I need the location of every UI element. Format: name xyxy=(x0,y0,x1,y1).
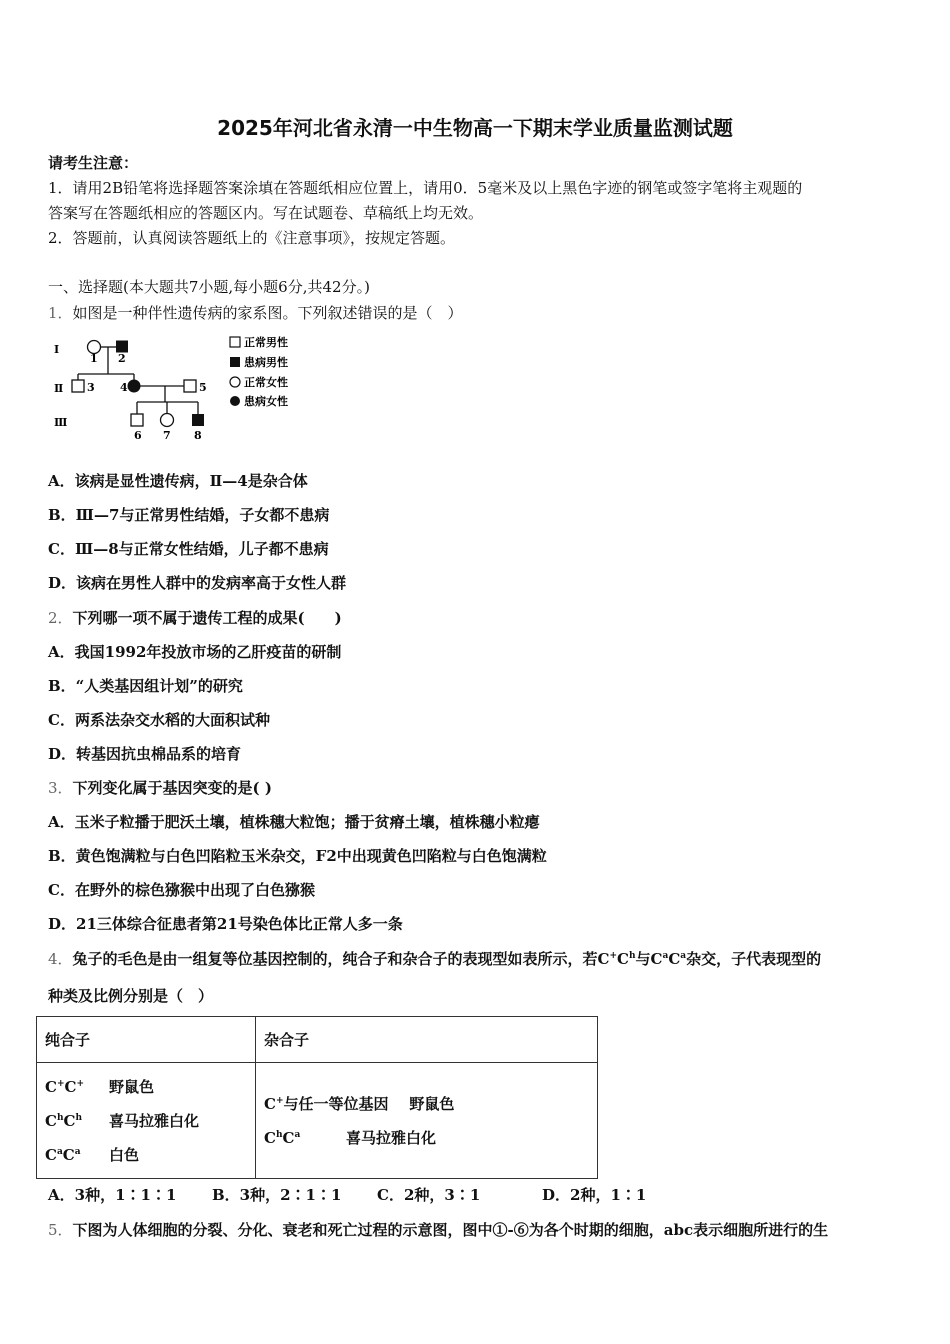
section-heading: 一、选择题(本大题共7小题,每小题6分,共42分。) xyxy=(48,278,370,296)
notice-item-2: 2．答题前，认真阅读答题纸上的《注意事项》，按规定答题。 xyxy=(48,229,456,247)
individual-label-8: 8 xyxy=(194,429,202,442)
q2-option-d: D．转基因抗虫棉品系的培育 xyxy=(48,745,242,763)
question-number: 2． xyxy=(48,609,73,627)
question-4-stem: 4．兔子的毛色是由一组复等位基因控制的，纯合子和杂合子的表现型如表所示，若$C^+C^h$与$C^aC^a$杂交，子代表现型的 xyxy=(48,950,822,968)
legend-affected-female: 患病女性 xyxy=(244,395,288,408)
individual-4-affected-female xyxy=(128,380,141,393)
q3-option-b: B．黄色饱满粒与白色凹陷粒玉米杂交，F2中出现黄色凹陷粒与白色饱满粒 xyxy=(48,847,547,865)
question-number: 5． xyxy=(48,1221,73,1239)
notice-item-1-cont: 答案写在答题纸相应的答题区内。写在试题卷、草稿纸上均无效。 xyxy=(48,204,484,222)
question-text: 下列变化属于基因突变的是( ) xyxy=(72,779,272,797)
individual-3-normal-male xyxy=(72,380,84,392)
genotype-row: $C^hC^h$ 喜马拉雅白化 xyxy=(45,1111,200,1130)
legend-normal-female: 正常女性 xyxy=(244,376,288,389)
heterozygote-cell xyxy=(256,1063,598,1179)
question-2-stem xyxy=(48,607,342,628)
legend-normal-female-symbol xyxy=(230,377,240,387)
q1-option-c: C．Ⅲ—8与正常女性结婚，儿子都不患病 xyxy=(48,540,329,558)
q3-option-c: C．在野外的棕色猕猴中出现了白色猕猴 xyxy=(48,881,315,899)
legend-affected-male: 患病男性 xyxy=(244,356,288,369)
q3-option-d: D．21三体综合征患者第21号染色体比正常人多一条 xyxy=(48,915,403,933)
q3-option-a: A．玉米子粒播于肥沃土壤，植株穗大粒饱；播于贫瘠土壤，植株穗小粒瘪 xyxy=(48,813,540,831)
individual-label-6: 6 xyxy=(134,429,142,442)
individual-6-normal-male xyxy=(131,414,143,426)
individual-label-3: 3 xyxy=(87,381,95,394)
table-header-homozygote: 纯合子 xyxy=(37,1017,256,1063)
individual-7-normal-female xyxy=(161,414,174,427)
genotype-row: $C^hC^a$ 喜马拉雅白化 xyxy=(264,1128,437,1147)
notice-item-1: 1．请用2B铅笔将选择题答案涂填在答题纸相应位置上，请用0．5毫米及以上黑色字迹的钢笔或签字笔将主观题的 xyxy=(48,179,803,197)
individual-2-affected-male xyxy=(116,341,128,353)
genotype-table xyxy=(36,1016,598,1179)
page-title: 2025年河北省永清一中生物高一下期末学业质量监测试题 xyxy=(217,116,733,140)
legend-affected-male-symbol xyxy=(230,357,240,367)
individual-5-normal-male xyxy=(184,380,196,392)
homozygote-cell xyxy=(37,1063,256,1179)
notice-heading: 请考生注意： xyxy=(48,154,139,172)
question-number: 1． xyxy=(48,304,73,322)
generation-label-I: Ⅰ xyxy=(54,343,60,356)
individual-label-2: 2 xyxy=(118,352,126,365)
question-5-stem xyxy=(48,1219,828,1240)
question-1-stem xyxy=(48,302,463,323)
q1-option-b: B．Ⅲ—7与正常男性结婚，子女都不患病 xyxy=(48,506,330,524)
question-text: 下图为人体细胞的分裂、分化、衰老和死亡过程的示意图，图中①-⑥为各个时期的细胞，abc表示细胞所进行的生 xyxy=(72,1221,829,1239)
individual-label-7: 7 xyxy=(163,429,171,442)
pedigree-chart xyxy=(48,334,318,444)
q1-option-d: D．该病在男性人群中的发病率高于女性人群 xyxy=(48,574,347,592)
legend-normal-male-symbol xyxy=(230,337,240,347)
question-4-stem-cont: 种类及比例分别是（ ） xyxy=(48,987,214,1005)
individual-label-1: 1 xyxy=(90,352,98,365)
question-text: 如图是一种伴性遗传病的家系图。下列叙述错误的是（ ） xyxy=(72,304,463,322)
individual-label-4: 4 xyxy=(120,381,128,394)
q4-option-d: D．2种，1∶1 xyxy=(542,1186,647,1204)
q4-option-b: B．3种，2∶1∶1 xyxy=(212,1186,342,1204)
genotype-row: $C^aC^a$ 白色 xyxy=(45,1145,140,1164)
table-header-heterozygote: 杂合子 xyxy=(256,1017,598,1063)
genotype-row: C+C+ 野鼠色 xyxy=(45,1077,155,1096)
q4-option-c: C．2种，3∶1 xyxy=(377,1186,481,1204)
q2-option-a: A．我国1992年投放市场的乙肝疫苗的研制 xyxy=(48,643,342,661)
question-3-stem xyxy=(48,777,272,798)
question-number: 4． xyxy=(48,950,73,968)
genotype-row: C+与任一等位基因 野鼠色 xyxy=(264,1094,455,1113)
individual-label-5: 5 xyxy=(199,381,207,394)
q4-option-a: A．3种，1∶1∶1 xyxy=(48,1186,177,1204)
q2-option-c: C．两系法杂交水稻的大面积试种 xyxy=(48,711,270,729)
q1-option-a: A．该病是显性遗传病，Ⅱ—4是杂合体 xyxy=(48,472,308,490)
generation-label-II: Ⅱ xyxy=(54,382,64,395)
question-text: 下列哪一项不属于遗传工程的成果( ) xyxy=(72,609,342,627)
q2-option-b: B．“人类基因组计划”的研究 xyxy=(48,677,243,695)
generation-label-III: Ⅲ xyxy=(54,416,68,429)
question-number: 3． xyxy=(48,779,73,797)
legend-affected-female-symbol xyxy=(230,396,240,406)
legend-normal-male: 正常男性 xyxy=(244,336,288,349)
individual-8-affected-male xyxy=(192,414,204,426)
